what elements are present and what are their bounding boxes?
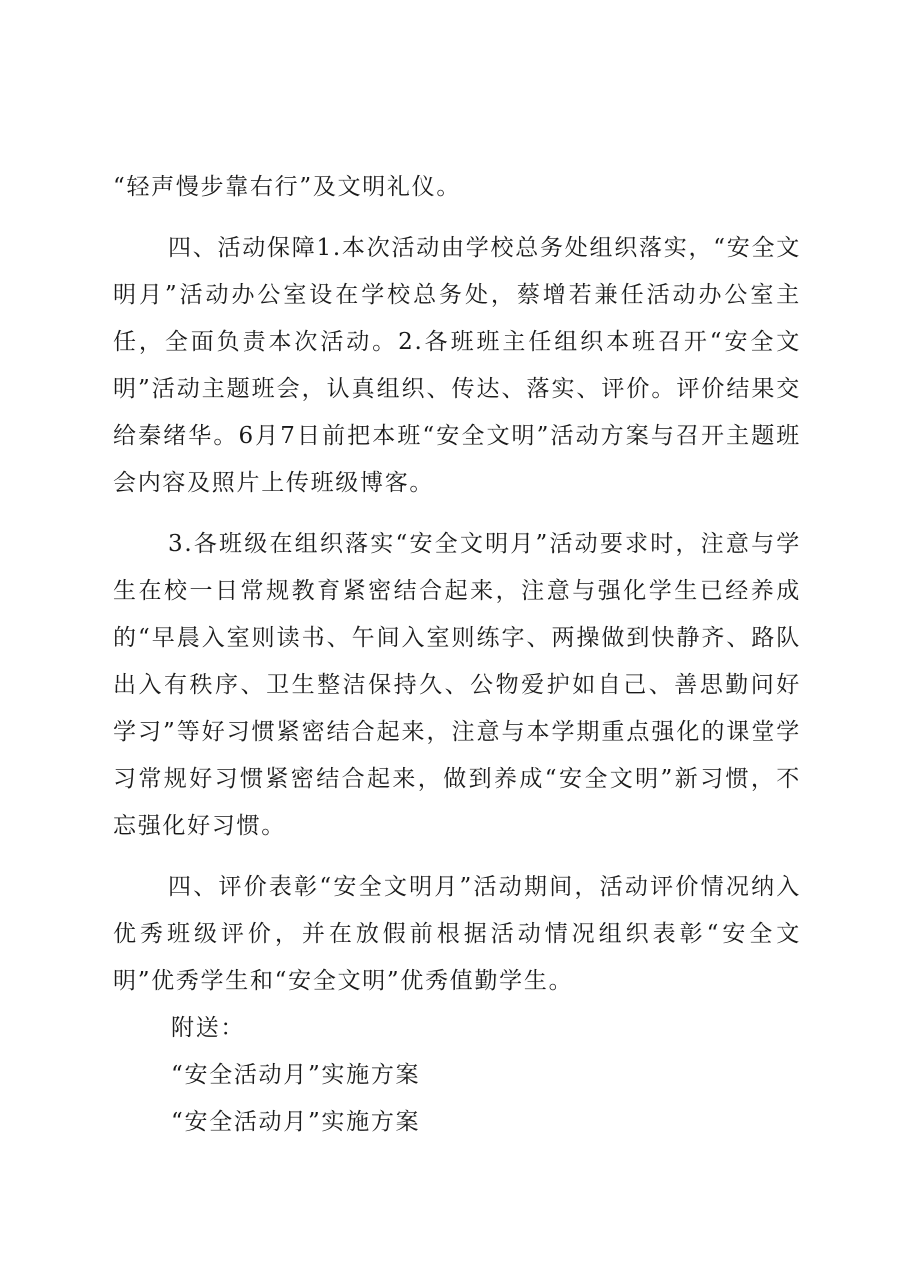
attachment-item: “安全活动月”实施方案 xyxy=(171,1062,421,1088)
paragraph-class-requirements: 3.各班级在组织落实“安全文明月”活动要求时，注意与学生在校一日常规教育紧密结合起来，注意与强化学生已经养成的“早晨入室则读书、午间入室则练字、两操做到快静齐、路队出入有秩序、卫生整洁保持久、公物爱护如自己、善思勤问好学习”等好习惯紧密结合起来，注意与本学期重点强化的课堂学习常规好习惯紧密结合起来，做到养成“安全文明”新习惯，不忘强化好习惯。 xyxy=(113,531,801,839)
paragraph-evaluation-commendation: 四、评价表彰“安全文明月”活动期间，活动评价情况纳入优秀班级评价，并在放假前根据活动情况组织表彰“安全文明”优秀学生和“安全文明”优秀值勤学生。 xyxy=(113,874,801,994)
paragraph-activity-guarantee: 四、活动保障1.本次活动由学校总务处组织落实，“安全文明月”活动办公室设在学校总务处，蔡增若兼任活动办公室主任，全面负责本次活动。2.各班班主任组织本班召开“安全文明”活动主题班会，认真组织、传达、落实、评价。评价结果交给秦绪华。6月7日前把本班“安全文明”活动方案与召开主题班会内容及照片上传班级博客。 xyxy=(113,235,801,496)
attachment-label: 附送： xyxy=(171,1015,246,1041)
paragraph-continuation: “轻声慢步靠右行”及文明礼仪。 xyxy=(113,174,462,200)
attachment-item: “安全活动月”实施方案 xyxy=(171,1109,421,1135)
